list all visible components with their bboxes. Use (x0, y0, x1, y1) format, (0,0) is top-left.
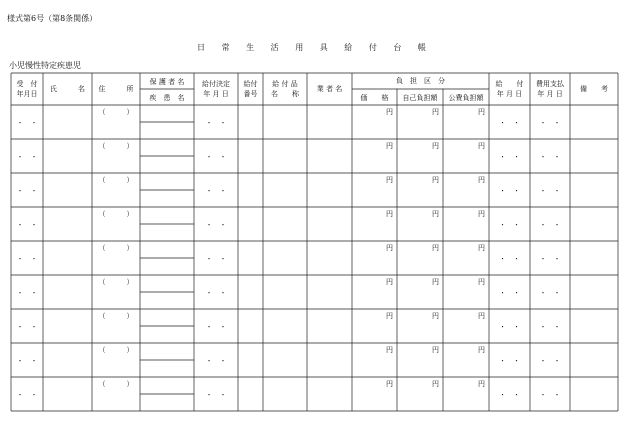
date-mark-decision: ・ ・ (205, 153, 227, 161)
header-item-name: 名 称 (271, 90, 299, 98)
date-mark-delivery: ・ ・ (499, 357, 520, 365)
header-vendor: 業 者 名 (316, 85, 343, 93)
header-payment-date: 年 月 日 (537, 90, 563, 98)
date-mark-delivery: ・ ・ (499, 289, 520, 297)
date-mark-payment: ・ ・ (539, 357, 561, 365)
yen-price: 円 (386, 346, 393, 354)
yen-self-pay: 円 (432, 142, 439, 150)
yen-public-pay: 円 (478, 210, 485, 218)
yen-public-pay: 円 (478, 142, 485, 150)
document-title: 日 常 生 活 用 具 給 付 台 帳 (197, 43, 433, 52)
date-mark-delivery: ・ ・ (499, 221, 520, 229)
date-mark-received: ・ ・ (16, 323, 38, 331)
header-address: 住 所 (98, 85, 134, 93)
header-burden: 負 担 区 分 (396, 77, 445, 85)
date-mark-decision: ・ ・ (205, 391, 227, 399)
yen-price: 円 (386, 244, 393, 252)
date-mark-payment: ・ ・ (539, 255, 561, 263)
header-item: 給 付 品 (272, 80, 298, 88)
address-postal-paren: （ ） (98, 346, 134, 354)
yen-price: 円 (386, 312, 393, 320)
address-postal-paren: （ ） (98, 380, 134, 388)
header-uketsuke-date: 年月日 (16, 90, 38, 98)
date-mark-payment: ・ ・ (539, 187, 561, 195)
date-mark-payment: ・ ・ (539, 391, 561, 399)
address-postal-paren: （ ） (98, 142, 134, 150)
address-postal-paren: （ ） (98, 108, 134, 116)
header-disease-name: 疾 患 名 (149, 94, 185, 102)
date-mark-payment: ・ ・ (539, 323, 561, 331)
yen-public-pay: 円 (478, 346, 485, 354)
yen-public-pay: 円 (478, 108, 485, 116)
yen-public-pay: 円 (478, 380, 485, 388)
header-price: 価 格 (360, 94, 389, 102)
date-mark-delivery: ・ ・ (499, 255, 520, 263)
yen-self-pay: 円 (432, 108, 439, 116)
date-mark-delivery: ・ ・ (499, 323, 520, 331)
date-mark-delivery: ・ ・ (499, 119, 520, 127)
yen-self-pay: 円 (432, 210, 439, 218)
header-number: 給付 (243, 80, 258, 88)
yen-self-pay: 円 (432, 278, 439, 286)
header-guardian-name: 保 護 者 名 (149, 78, 185, 86)
header-delivery-date: 年 月 日 (496, 90, 523, 98)
date-mark-decision: ・ ・ (205, 221, 227, 229)
yen-self-pay: 円 (432, 312, 439, 320)
address-postal-paren: （ ） (98, 210, 134, 218)
header-number-label: 番号 (243, 90, 258, 98)
date-mark-decision: ・ ・ (205, 357, 227, 365)
date-mark-decision: ・ ・ (205, 187, 227, 195)
date-mark-delivery: ・ ・ (499, 391, 520, 399)
yen-public-pay: 円 (478, 176, 485, 184)
yen-price: 円 (386, 380, 393, 388)
table-header (17, 76, 609, 102)
table-grid (11, 73, 618, 411)
yen-self-pay: 円 (432, 244, 439, 252)
header-remarks: 備 考 (580, 85, 608, 93)
yen-public-pay: 円 (478, 312, 485, 320)
yen-self-pay: 円 (432, 380, 439, 388)
yen-price: 円 (386, 278, 393, 286)
date-mark-payment: ・ ・ (539, 153, 561, 161)
form-number: 様式第6号（第8条関係） (7, 14, 98, 23)
table-body (17, 108, 561, 399)
date-mark-received: ・ ・ (16, 357, 38, 365)
address-postal-paren: （ ） (98, 244, 134, 252)
date-mark-payment: ・ ・ (539, 221, 561, 229)
address-postal-paren: （ ） (98, 278, 134, 286)
yen-price: 円 (386, 210, 393, 218)
date-mark-received: ・ ・ (16, 289, 38, 297)
table-subtitle: 小児慢性特定疾患児 (9, 61, 81, 70)
yen-public-pay: 円 (478, 278, 485, 286)
date-mark-received: ・ ・ (16, 255, 38, 263)
date-mark-decision: ・ ・ (205, 323, 227, 331)
date-mark-received: ・ ・ (16, 187, 38, 195)
header-public-pay: 公費負担額 (448, 94, 484, 102)
date-mark-decision: ・ ・ (205, 289, 227, 297)
yen-self-pay: 円 (432, 346, 439, 354)
header-decision-date: 年 月 日 (203, 90, 229, 98)
date-mark-received: ・ ・ (16, 119, 38, 127)
date-mark-payment: ・ ・ (539, 119, 561, 127)
date-mark-delivery: ・ ・ (499, 187, 520, 195)
date-mark-payment: ・ ・ (539, 289, 561, 297)
header-delivery: 給 付 (495, 80, 524, 88)
date-mark-received: ・ ・ (16, 391, 38, 399)
header-payment: 費用支払 (536, 80, 564, 88)
header-decision: 給付決定 (202, 80, 230, 88)
date-mark-decision: ・ ・ (205, 119, 227, 127)
date-mark-received: ・ ・ (16, 221, 38, 229)
header-self-pay: 自己負担額 (402, 94, 438, 102)
date-mark-received: ・ ・ (16, 153, 38, 161)
header-uketsuke: 受 付 (16, 80, 38, 88)
yen-price: 円 (386, 176, 393, 184)
yen-price: 円 (386, 108, 393, 116)
yen-self-pay: 円 (432, 176, 439, 184)
address-postal-paren: （ ） (98, 176, 134, 184)
yen-price: 円 (386, 142, 393, 150)
address-postal-paren: （ ） (98, 312, 134, 320)
yen-public-pay: 円 (478, 244, 485, 252)
header-name: 氏 名 (50, 85, 85, 93)
date-mark-decision: ・ ・ (205, 255, 227, 263)
date-mark-delivery: ・ ・ (499, 153, 520, 161)
